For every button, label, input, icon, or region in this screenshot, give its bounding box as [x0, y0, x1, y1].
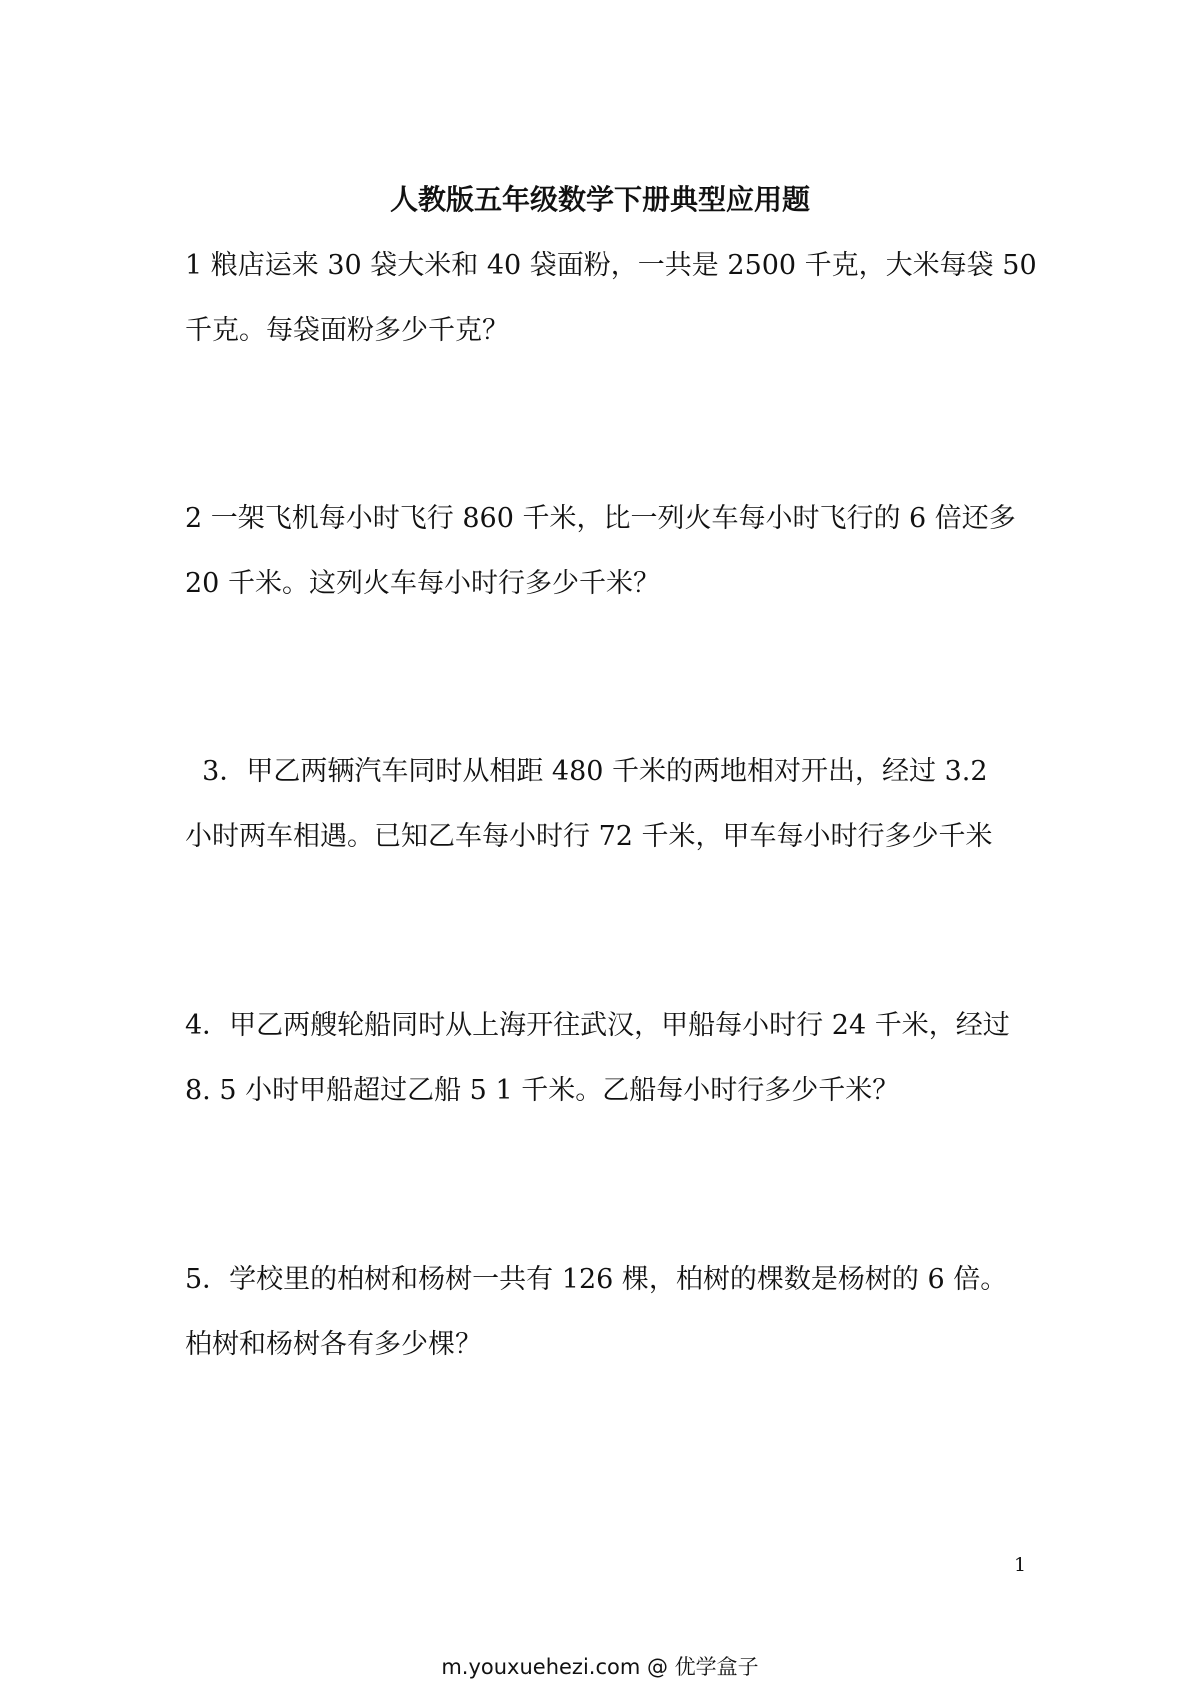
question-line: 3．甲乙两辆汽车同时从相距 480 千米的两地相对开出，经过 3.2	[185, 756, 988, 787]
question-line: 柏树和杨树各有多少棵？	[185, 1329, 482, 1360]
question-line: 千克。每袋面粉多少千克？	[185, 315, 509, 346]
question-line: 4．甲乙两艘轮船同时从上海开往武汉，甲船每小时行 24 千米，经过	[185, 1010, 1010, 1041]
question-4	[185, 1006, 1035, 1111]
question-1	[185, 246, 1035, 351]
question-line: 20 千米。这列火车每小时行多少千米？	[185, 568, 660, 599]
question-line: 5．学校里的柏树和杨树一共有 126 棵，柏树的棵数是杨树的 6 倍。	[185, 1264, 1008, 1295]
question-line: 小时两车相遇。已知乙车每小时行 72 千米，甲车每小时行多少千米	[185, 821, 993, 852]
document-title: 人教版五年级数学下册典型应用题	[389, 183, 810, 216]
page-number: 1	[1013, 1554, 1027, 1576]
question-2	[185, 499, 1035, 604]
question-5	[185, 1260, 1035, 1365]
footer-watermark: m.youxuehezi.com @ 优学盒子	[441, 1655, 759, 1679]
question-line: 2 一架飞机每小时飞行 860 千米，比一列火车每小时飞行的 6 倍还多	[185, 503, 1016, 534]
question-line: 1 粮店运来 30 袋大米和 40 袋面粉，一共是 2500 千克，大米每袋 50	[185, 250, 1037, 281]
question-3	[185, 752, 1035, 857]
question-line: 8. 5 小时甲船超过乙船 5 1 千米。乙船每小时行多少千米？	[185, 1075, 900, 1106]
